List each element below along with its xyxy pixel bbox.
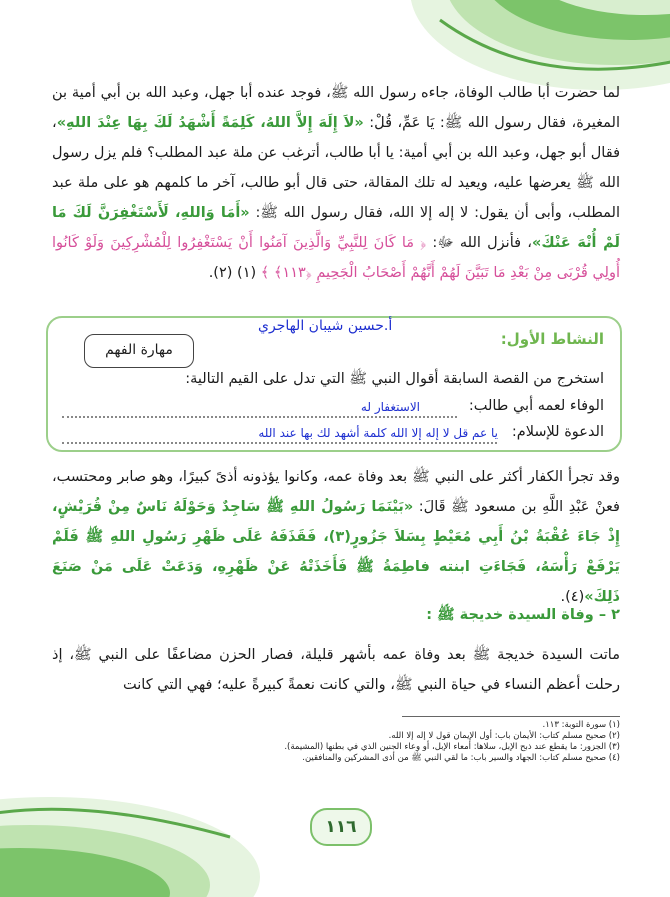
khadija-paragraph: ماتت السيدة خديجة ﷺ بعد وفاة عمه بأشهر قليلة، فصار الحزن مضاعفًا على النبي ﷺ، إذ رحلت أعظم النساء في حياة النبي ﷺ، والتي كانت نعمةً كبيرةً عليه؛ فهي التي كانت — [52, 647, 620, 693]
page-number: ١١٦ — [310, 808, 372, 846]
answer-1-handwriting: الاستغفار له — [360, 400, 420, 414]
teacher-name: أ.حسين شيبان الهاجري — [258, 318, 393, 334]
footnotes — [60, 720, 620, 764]
footnote-divider — [402, 716, 620, 717]
question-1-label: الوفاء لعمه أبي طالب: — [468, 398, 604, 414]
answer-1-line — [62, 416, 457, 418]
story-paragraph-1 — [52, 78, 620, 288]
footnote-3: (٣) الجزور: ما يقطع عند ذبح الإبل، سلاها: أمعاء الإبل، أو وعاء الجنين الذي في بطنها (المشيمة). — [284, 742, 620, 752]
section-title-khadija: ٢ – وفاة السيدة خديجة ﷺ : — [426, 607, 620, 623]
prophet-saying-shahada: «لاَ إِلَهَ إِلاَّ اللهُ، كَلِمَةً أَشْهَدُ لَكَ بِهَا عِنْدَ اللهِ» — [56, 115, 364, 131]
story-text: وقد تجرأ الكفار أكثر على النبي ﷺ بعد وفاة عمه، وكانوا يؤذونه أذىً كبيرًا، وهو صابر ومحتسب، فعنْ عَبْدِ اللَّهِ بن مسعود ﷺ قَالَ: — [52, 469, 620, 515]
activity-instruction: استخرج من القصة السابقة أقوال النبي ﷺ التي تدل على القيم التالية: — [185, 371, 604, 387]
prophet-saying-istighfar: «أَمَا وَاللهِ، لَأَسْتَغْفِرَنَّ لَكَ مَا لَمْ أُنْهَ عَنْكَ» — [52, 205, 620, 251]
skill-badge: مهارة الفهم — [84, 334, 194, 368]
footnote-refs: (١) (٢). — [208, 265, 261, 281]
story-paragraph-2 — [52, 462, 620, 612]
answer-2-line — [62, 442, 497, 444]
answer-2-handwriting: يا عم قل لا إله إلا الله كلمة أشهد لك بها عند الله — [258, 426, 498, 440]
footnote-2: (٢) صحيح مسلم كتاب: الأيمان باب: أول الإيمان قول لا إله إلا الله. — [388, 731, 620, 741]
footnote-4: (٤) صحيح مسلم كتاب: الجهاد والسير باب: ما لقي النبي ﷺ من أذى المشركين والمنافقين. — [302, 753, 620, 763]
hadith-text: «بَيْنَمَا رَسُولُ اللهِ ﷺ سَاجِدٌ وَحَوْلَهُ نَاسٌ مِنْ قُرَيْشٍ، إِذْ جَاءَ عُقْبَةُ بْنُ أَبِي مُعَيْطٍ بِسَلاَ جَزُورٍ(٣)، فَقَذَفَهُ عَلَى ظَهْرِ رَسُولِ اللهِ ﷺ فَلَمْ يَرْفَعْ رَأْسَهُ، فَجَاءَتِ ابنته فاطِمَةُ ﷺ فَأَخَذَتْهُ عَنْ ظَهْرِهِ، وَدَعَتْ عَلَى مَنْ صَنَعَ ذَلِكَ» — [52, 499, 621, 605]
story-text: ، فأنزل الله ﷻ: — [426, 235, 532, 251]
activity-title: النشاط الأول: — [500, 330, 604, 348]
story-text: لما حضرت أبا طالب الوفاة، جاءه رسول الله ﷺ، فوجد عنده أبا جهل، وعبد الله بن أبي أمية بن المغيرة، فقال رسول الله ﷺ: يَا عَمِّ، قُلْ: — [52, 85, 620, 131]
footnote-refs: (٤). — [560, 589, 585, 605]
story-text: ، فقال أبو جهل، وعبد الله بن أبي أمية: يا أبا طالب، أترغب عن ملة عبد المطلب؟ فلم يزل رسول الله ﷺ يعرضها عليه، ويعيد له تلك المقالة، حتى قال أبو طالب، آخر ما كلمهم هو على ملة عبد المطلب، وأبى أن يقول: لا إله إلا الله، فقال رسول الله ﷺ: — [52, 115, 621, 221]
question-2-label: الدعوة للإسلام: — [511, 424, 604, 440]
quran-verse: ﴿ مَا كَانَ لِلنَّبِيِّ وَالَّذِينَ آمَنُوا أَنْ يَسْتَغْفِرُوا لِلْمُشْرِكِينَ وَلَوْ كَانُوا أُولِي قُرْبَى مِنْ بَعْدِ مَا تَبَيَّنَ لَهُمْ أَنَّهُمْ أَصْحَابُ الْجَحِيمِ ﴿١١٣﴾ ﴾ — [52, 235, 620, 281]
footnote-1: (١) سورة التوبة: ١١٣. — [542, 720, 620, 730]
activity-box — [46, 316, 622, 452]
bottom-left-ornament — [0, 767, 270, 897]
